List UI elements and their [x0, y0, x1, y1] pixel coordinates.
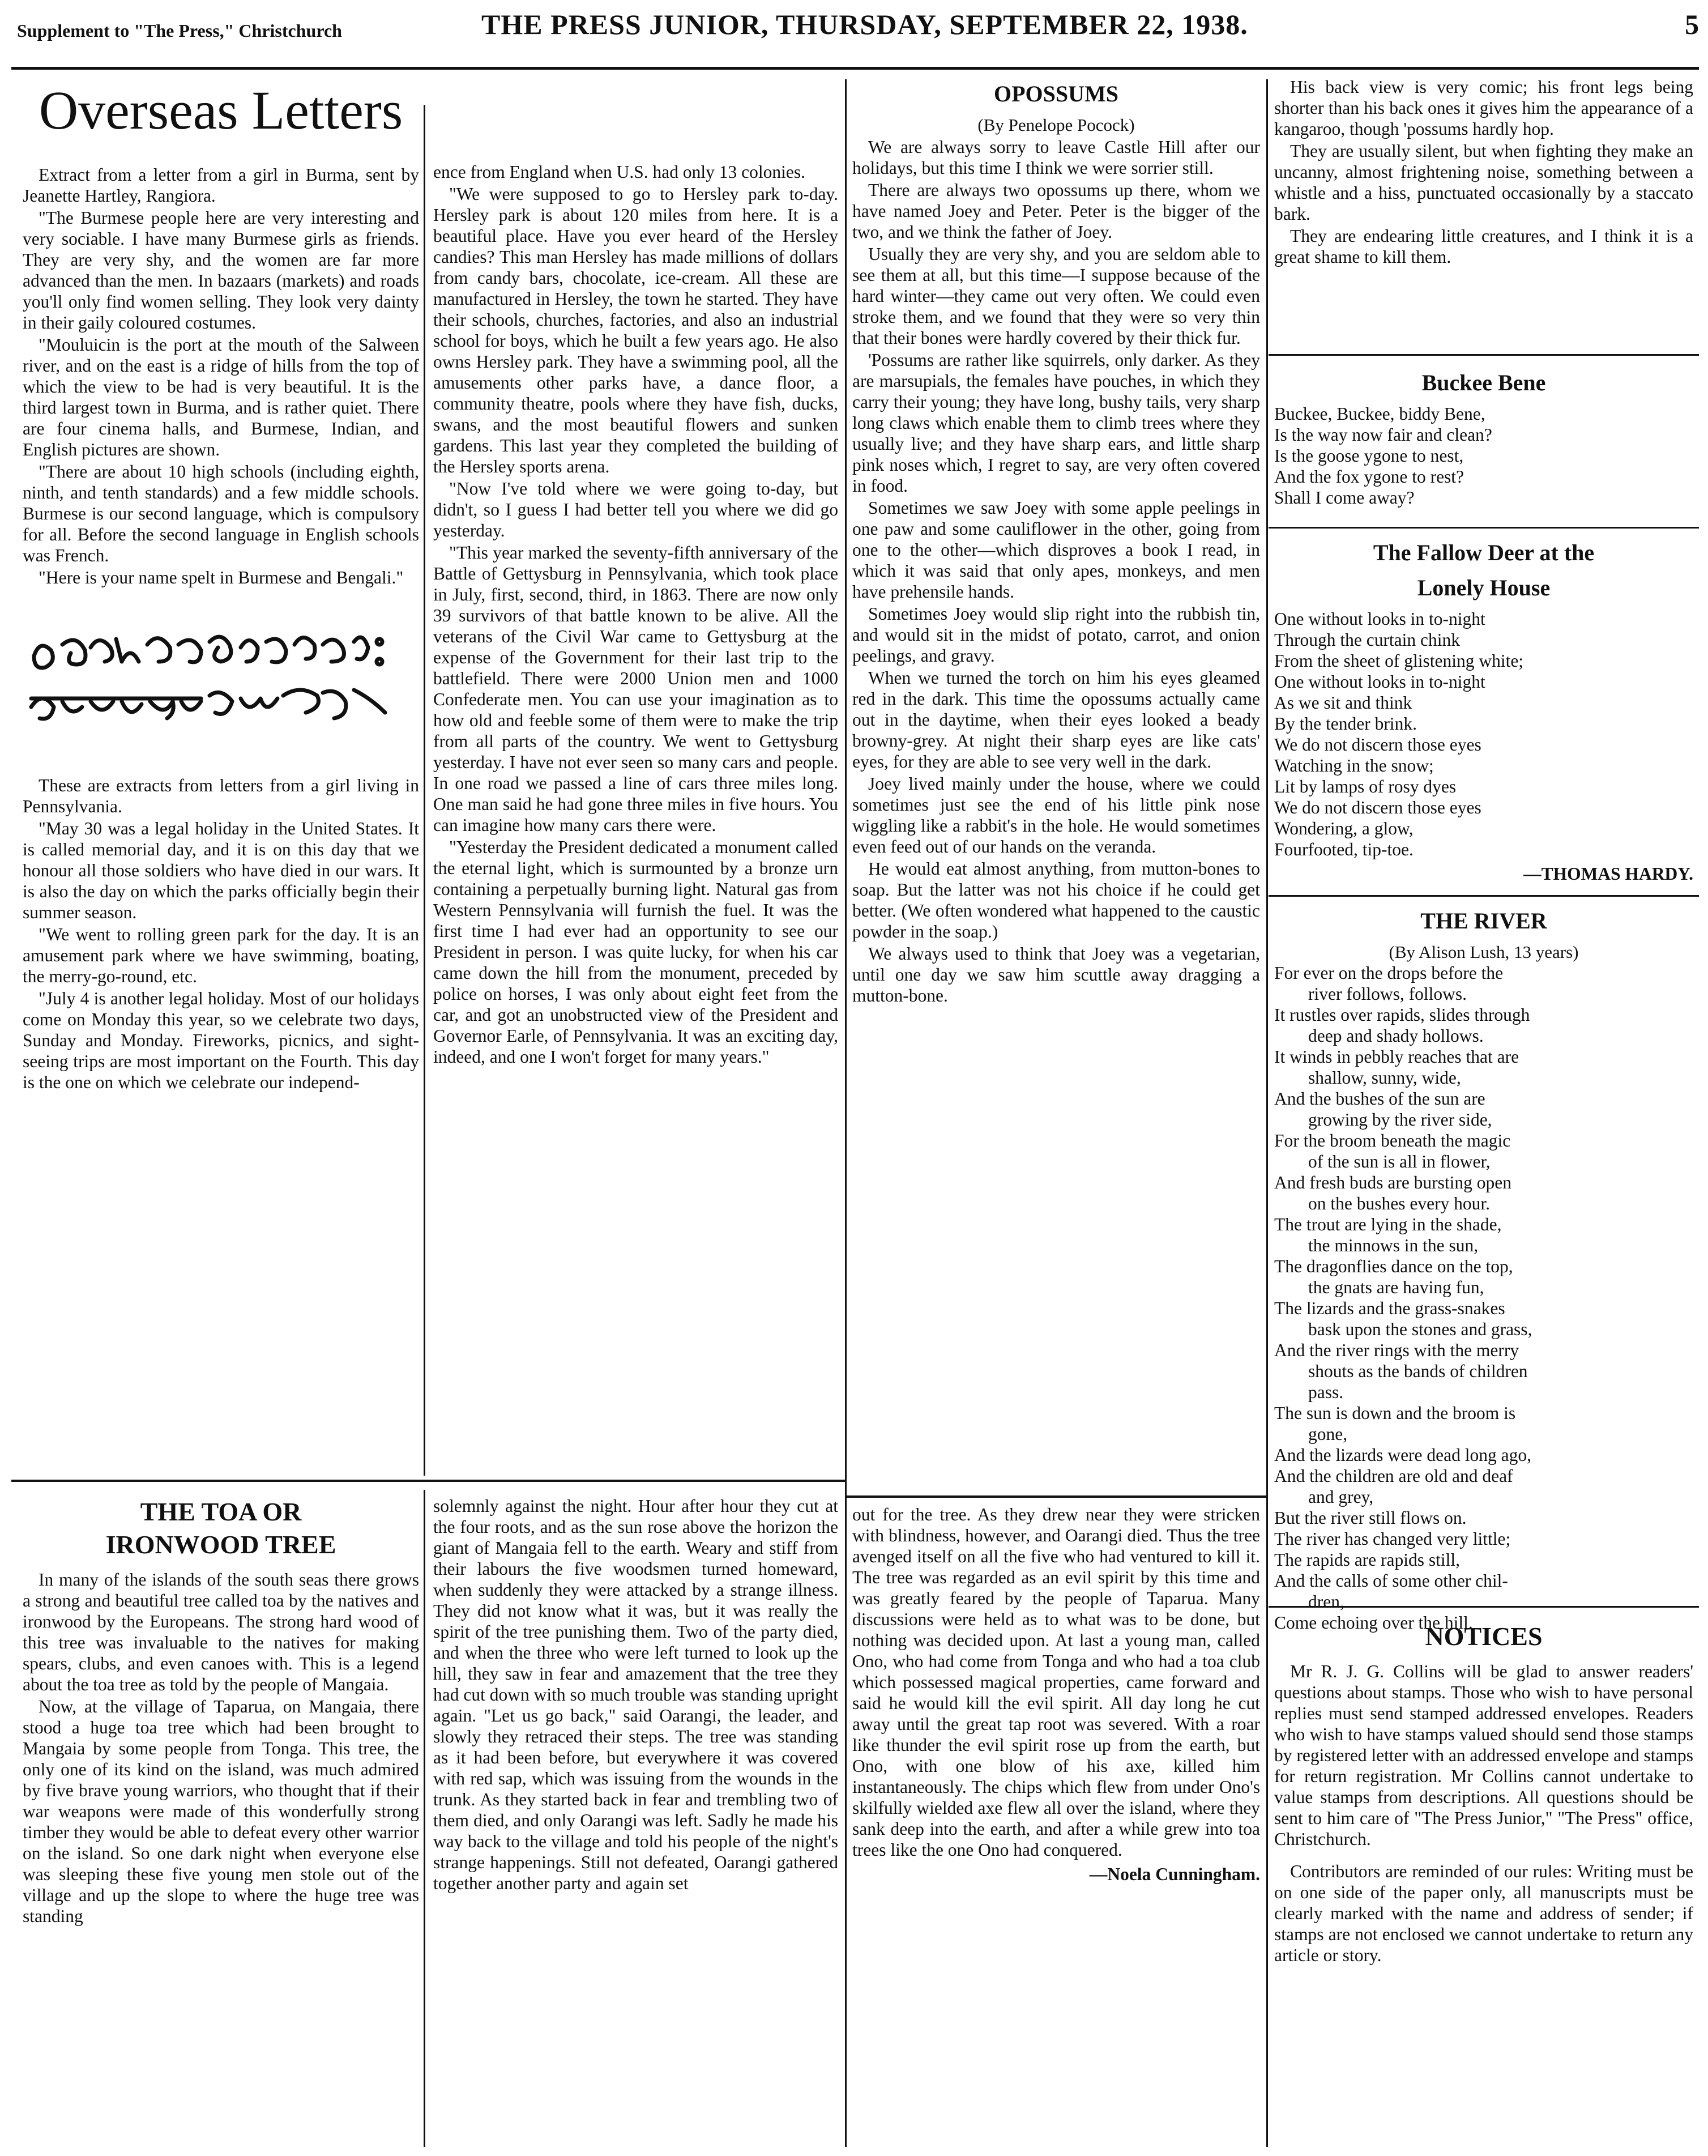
- poem-line: Fourfooted, tip-toe.: [1274, 840, 1414, 859]
- poem-line: deep and shady hollows.: [1308, 1026, 1484, 1046]
- paragraph: Contributors are reminded of our rules: Writing must be on one side of the paper only, all manuscripts must be clearly marked with the name and address of sender; if stamps are not enclosed we cannot undertake to return any article or story.: [1274, 1861, 1693, 1965]
- paragraph: Sometimes Joey would slip right into the rubbish tin, and would sit in the midst of potato, carrot, and onion peelings, and gravy.: [852, 604, 1260, 666]
- paragraph: "May 30 was a legal holiday in the United States. It is called memorial day, and it is on this day that we honour all those soldiers who have died in our wars. It is also the day on which the parks officially begin their summer season.: [23, 819, 419, 922]
- paragraph: "The Burmese people here are very interesting and very sociable. I have many Burmese girls as friends. They are very shy, and the women are far more advanced than the men. In bazaars (markets) and roads you'll only find women selling. They look very dainty in their gaily coloured costumes.: [23, 208, 419, 333]
- column-rule: [1266, 79, 1268, 2147]
- river-heading: THE RIVER: [1420, 908, 1547, 934]
- toa-heading-2: IRONWOOD TREE: [105, 1530, 336, 1559]
- fallow-deer-heading-1: The Fallow Deer at the: [1373, 540, 1595, 565]
- paragraph: "We went to rolling green park for the day. It is an amusement park where we have swimming, boating, the merry-go-round, etc.: [23, 924, 419, 986]
- river-byline: (By Alison Lush, 13 years): [1389, 942, 1579, 962]
- river-poem: [1274, 906, 1693, 1633]
- poem-line: And the calls of some other chil-: [1274, 1571, 1508, 1591]
- poem-line: Shall I come away?: [1274, 488, 1415, 508]
- poem-line: The lizards and the grass-snakes: [1274, 1298, 1505, 1318]
- paragraph: ence from England when U.S. had only 13 colonies.: [433, 162, 805, 182]
- paragraph: Mr R. J. G. Collins will be glad to answer readers' questions about stamps. Those who wish to have personal replies must send stamped addressed envelopes. Readers who wish to have stamps valued should send those stamps by registered letter with an addressed envelope and stamps for return registration. Mr Collins cannot undertake to value stamps from descriptions. All questions should be sent to him care of "The Press Junior," "The Press" office, Christchurch.: [1274, 1661, 1694, 1849]
- poem-line: The sun is down and the broom is: [1274, 1403, 1516, 1423]
- poem-line: The trout are lying in the shade,: [1274, 1215, 1502, 1234]
- paragraph: When we turned the torch on him his eyes gleamed red in the dark. This time the opossums actually came out in the daytime, when their eyes looked a beady browny-grey. At night their sharp eyes are like cats' eyes, for they are able to see very well in the dark.: [852, 668, 1260, 772]
- paragraph: "Mouluicin is the port at the mouth of the Salween river, and on the east is a ridge of hills from the top of which the view to be had is very beautiful. It is the third largest town in Burma, and is rather quiet. There are four cinema halls, and Burmese, Indian, and English pictures are shown.: [23, 335, 419, 459]
- poem-line: gone,: [1308, 1424, 1348, 1444]
- poem-line: of the sun is all in flower,: [1308, 1152, 1491, 1171]
- paragraph: "There are about 10 high schools (including eighth, ninth, and tenth standards) and a few middle schools. Burmese is our second language, which is compulsory for all. Before the second language in English schools was French.: [23, 462, 419, 565]
- poem-line: And the lizards were dead long ago,: [1274, 1445, 1531, 1465]
- toa-column-1: [23, 1495, 419, 2147]
- poem-line: pass.: [1308, 1382, 1344, 1402]
- poem-line: For ever on the drops before the: [1274, 963, 1504, 983]
- poem-line: For the broom beneath the magic: [1274, 1131, 1511, 1151]
- fallow-deer-heading-2: Lonely House: [1417, 575, 1551, 600]
- supplement-note: Supplement to "The Press," Christchurch: [17, 20, 342, 41]
- section-rule: [11, 1480, 845, 1482]
- paragraph: His back view is very comic; his front legs being shorter than his back ones it gives him the appearance of a kangaroo, though 'possums hardly hop.: [1274, 77, 1693, 139]
- overseas-heading-block: [23, 79, 419, 164]
- poem-line: And the children are old and deaf: [1274, 1466, 1513, 1486]
- poem-line: One without looks in to-night: [1274, 609, 1485, 629]
- fallow-deer-poem: [1274, 538, 1693, 889]
- poem-line: and grey,: [1308, 1487, 1374, 1507]
- section-rule: [1269, 527, 1699, 529]
- masthead: [11, 6, 1705, 45]
- paragraph: In many of the islands of the south seas there grows a strong and beautiful tree called toa by the natives and ironwood by the Europeans. The strong hard wood of this tree was invaluable to the natives for making spears, clubs, and even canoes with. This is a legend about the toa tree as told by the people of Mangaia.: [23, 1570, 419, 1694]
- poem-line: on the bushes every hour.: [1308, 1194, 1491, 1213]
- column-rule: [424, 1490, 425, 2147]
- paragraph: There are always two opossums up there, whom we have named Joey and Peter. Peter is the bigger of the two, and we think the father of Joey.: [852, 180, 1260, 242]
- paragraph: Extract from a letter from a girl in Burma, sent by Jeanette Hartley, Rangiora.: [23, 165, 419, 206]
- poem-line: And fresh buds are bursting open: [1274, 1173, 1512, 1192]
- poem-line: Wondering, a glow,: [1274, 819, 1414, 838]
- paragraph: Sometimes we saw Joey with some apple peelings in one paw and some cauliflower in the other, going from one to the other—which disproves a book I read, in which it was said that only apes, monkeys, and men have prehensile hands.: [852, 498, 1260, 602]
- poem-line: Through the curtain chink: [1274, 630, 1461, 650]
- poem-line: We do not discern those eyes: [1274, 798, 1481, 817]
- column-rule: [845, 79, 847, 2147]
- toa-column-2: [433, 1495, 838, 2147]
- paragraph: They are endearing little creatures, and I think it is a great shame to kill them.: [1274, 226, 1693, 267]
- buckee-bene-poem: [1274, 368, 1693, 521]
- poem-line: growing by the river side,: [1308, 1110, 1492, 1130]
- column-rule: [424, 105, 425, 1476]
- masthead-title: THE PRESS JUNIOR, THURSDAY, SEPTEMBER 22, 1938.: [481, 8, 1248, 40]
- poem-line: the minnows in the sun,: [1308, 1235, 1479, 1255]
- poem-line: We do not discern those eyes: [1274, 735, 1481, 755]
- poem-line: Is the way now fair and clean?: [1274, 425, 1492, 445]
- poem-line: As we sit and think: [1274, 693, 1412, 713]
- toa-column-3: [852, 1504, 1260, 2147]
- poem-line: shallow, sunny, wide,: [1308, 1068, 1461, 1088]
- paragraph: solemnly against the night. Hour after hour they cut at the four roots, and as the sun rose above the horizon the giant of Mangaia fell to the earth. Weary and stiff from their labours the five woodsmen turned homeward, when suddenly they were attacked by a strange illness. They did not know what it was, but it was really the spirit of the tree punishing them. Two of the party died, and when the three who were left turned to look up the hill, they saw in fear and amazement that the tree they had cut down with so much trouble was standing upright again. "Let us go back," said Oarangi, the leader, and slowly they retraced their steps. The tree was standing as it had been before, but everywhere it was covered with red sap, which was issuing from the wounds in the trunk. As they started back in fear and trembling two of them died, and only Oarangi was left. Sadly he made his way back to the village and told his people of the night's strange happenings. Still not defeated, Oarangi gathered together another party and again set: [433, 1496, 838, 1893]
- burmese-bengali-script-icon: [23, 622, 396, 747]
- poem-line: dren,: [1308, 1592, 1344, 1612]
- poem-line: But the river still flows on.: [1274, 1508, 1467, 1528]
- paragraph: They are usually silent, but when fighting they make an uncanny, almost frightening noise, something between a whistle and a hiss, punctuated occasionally by a staccato bark.: [1274, 141, 1693, 224]
- poem-line: One without looks in to-night: [1274, 672, 1485, 692]
- opossums-heading: OPOSSUMS: [993, 81, 1119, 106]
- opossums-byline: (By Penelope Pocock): [977, 115, 1135, 135]
- poem-line: the gnats are having fun,: [1308, 1277, 1484, 1297]
- paragraph: Usually they are very shy, and you are seldom able to see them at all, but this time—I suppose because of the hard winter—they came out very often. We could even stroke them, and we found that they were so very thin that their bones were hardly covered by their thick fur.: [852, 244, 1260, 348]
- poem-line: It winds in pebbly reaches that are: [1274, 1047, 1519, 1067]
- paragraph: "Now I've told where we were going to-day, but didn't, so I guess I had better tell you where we did go yesterday.: [433, 479, 838, 540]
- paragraph: out for the tree. As they drew near they were stricken with blindness, however, and Oarangi died. Thus the tree avenged itself on all the five who had ventured to kill it. The tree was regarded as an evil spirit by this time and was greatly feared by the people of Taparua. Many discussions were held as to what was to be done, but nothing was decided upon. At last a young man, called Ono, who had come from Tonga and who had a toa club which possessed magical properties, came forward and said he would kill the evil spirit. All day long he cut away until the great tap root was severed. With a roar like thunder the evil spirit rose up from the earth, but Ono, with one blow of his axe, killed him instantaneously. The chips which flew from under Ono's skilfully wielded axe flew all over the island, where they sank deep into the earth, and after a while grew into toa trees like the one Ono had conquered.: [852, 1505, 1260, 1860]
- poem-line: By the tender brink.: [1274, 714, 1417, 734]
- paragraph: These are extracts from letters from a girl living in Pennsylvania.: [23, 776, 419, 816]
- poem-line: Buckee, Buckee, biddy Bene,: [1274, 404, 1485, 424]
- paragraph: "This year marked the seventy-fifth anniversary of the Battle of Gettysburg in Pennsylvania, which took place in July, first, second, third, in 1863. There are now only 39 survivors of that battle known to be alive. All the veterans of the Civil War came to Gettysburg at the expense of the Government for their last trip to the battlefield. There were 2000 Union men and 1000 Confederate men. You can use your imagination as to how old and feeble some of them were to make the trip from all parts of the country. We went to Gettysburg yesterday. I have not ever seen so many cars and people. In one road we passed a line of cars three miles long. One man said he had gone three miles in five hours. You can imagine how many cars there were.: [433, 543, 838, 835]
- masthead-rule: [11, 67, 1699, 70]
- overseas-column-2: [433, 161, 838, 1473]
- poem-line: And the fox ygone to rest?: [1274, 467, 1464, 487]
- poem-line: Is the goose ygone to nest,: [1274, 446, 1464, 466]
- poem-line: From the sheet of glistening white;: [1274, 651, 1524, 671]
- page-number: 5: [1685, 8, 1699, 40]
- overseas-heading: Overseas Letters: [39, 80, 403, 140]
- notices: [1274, 1620, 1693, 2147]
- buckee-bene-heading: Buckee Bene: [1421, 370, 1546, 395]
- poem-line: bask upon the stones and grass,: [1308, 1319, 1532, 1339]
- poem-line: Watching in the snow;: [1274, 756, 1434, 776]
- paragraph: We are always sorry to leave Castle Hill after our holidays, but this time I think we were sorrier still.: [852, 137, 1260, 178]
- opossums-article: [852, 79, 1260, 1490]
- article-author: —Noela Cunningham.: [1089, 1864, 1260, 1884]
- poem-line: The rapids are rapids still,: [1274, 1550, 1461, 1570]
- poem-line: river follows, follows.: [1308, 984, 1467, 1004]
- poem-line: And the bushes of the sun are: [1274, 1089, 1485, 1109]
- poem-line: And the river rings with the merry: [1274, 1340, 1519, 1360]
- poem-line: The river has changed very little;: [1274, 1529, 1511, 1549]
- poem-line: Come echoing over the hill.: [1274, 1613, 1473, 1633]
- paragraph: We always used to think that Joey was a vegetarian, until one day we saw him scuttle away dragging a mutton-bone.: [852, 944, 1260, 1005]
- paragraph: 'Possums are rather like squirrels, only darker. As they are marsupials, the females have pouches, in which they carry their young; they have long, bushy tails, very sharp long claws which enable them to climb trees where they usually live; and they have sharp ears, and little sharp pink noses which, I regret to say, are very often covered in food.: [852, 350, 1260, 496]
- poem-line: shouts as the bands of children: [1308, 1361, 1528, 1381]
- paragraph: "Here is your name spelt in Burmese and Bengali.": [39, 568, 404, 587]
- paragraph: Joey lived mainly under the house, where we could sometimes just see the end of his little pink nose wiggling like a rabbit's in the hole. He would sometimes even feed out of our hands on the veranda.: [852, 774, 1260, 857]
- paragraph: "July 4 is another legal holiday. Most of our holidays come on Monday this year, so we celebrate two days, Sunday and Monday. Fireworks, picnics, and sight-seeing trips are most important on the Fourth. This day is the one on which we celebrate our independ-: [23, 988, 419, 1092]
- paragraph: Now, at the village of Taparua, on Mangaia, there stood a huge toa tree which had been brought to Mangaia by some people from Tonga. This tree, the only one of its kind on the island, was much admired by five brave young warriors, who thought that if their war weapons were made of this wonderfully strong timber they would be able to defeat every other warrior on the island. So one dark night when everyone else was sleeping these five young men stole out of the village and up the slope to where the huge tree was standing: [23, 1697, 419, 1926]
- notices-heading: NOTICES: [1425, 1622, 1543, 1651]
- paragraph: He would eat almost anything, from mutton-bones to soap. But the latter was not his choice if he could get better. (We often wondered what happened to the caustic powder in the soap.): [852, 859, 1260, 941]
- section-rule: [1269, 895, 1699, 897]
- poem-line: The dragonflies dance on the top,: [1274, 1256, 1513, 1276]
- section-rule: [1269, 354, 1699, 356]
- toa-heading-1: THE TOA OR: [140, 1497, 302, 1526]
- section-rule: [847, 1495, 1266, 1498]
- poem-line: Lit by lamps of rosy dyes: [1274, 777, 1457, 796]
- handwritten-script-image: [23, 622, 419, 747]
- paragraph: "We were supposed to go to Hersley park to-day. Hersley park is about 120 miles from here. It is a beautiful place. Have you ever heard of the Hersley candies? This man Hersley has made millions of dollars from candy bars, chocolate, ice-cream. All these are manufactured in Hersley, the town he started. They have their schools, churches, factories, and also an industrial school for boys, which he built a few years ago. He also owns Hersley park. They have a swimming pool, all the amusements other parks have, a dance floor, a community theatre, pools where they have fish, ducks, swans, and the most beautiful flowers and sunken gardens. This last year they completed the building of the Hersley sports arena.: [433, 184, 838, 476]
- overseas-column-1: [23, 164, 419, 1473]
- opossums-continued: [1274, 76, 1693, 348]
- poem-author: —THOMAS HARDY.: [1523, 864, 1693, 884]
- paragraph: "Yesterday the President dedicated a monument called the eternal light, which is surmounted by a bronze urn containing a perpetually burning light. Natural gas from Western Pennsylvania will furnish the fuel. It was the first time I had ever had an opportunity to see our President in person. I was quite lucky, for when his car came down the hill from the monument, preceded by police on horses, I was only about eight feet from the car, and got an unobstructed view of the President and Governor Earle, of Pennsylvania. It was an exciting day, indeed, and one I won't forget for many years.": [433, 837, 838, 1067]
- poem-line: It rustles over rapids, slides through: [1274, 1005, 1530, 1025]
